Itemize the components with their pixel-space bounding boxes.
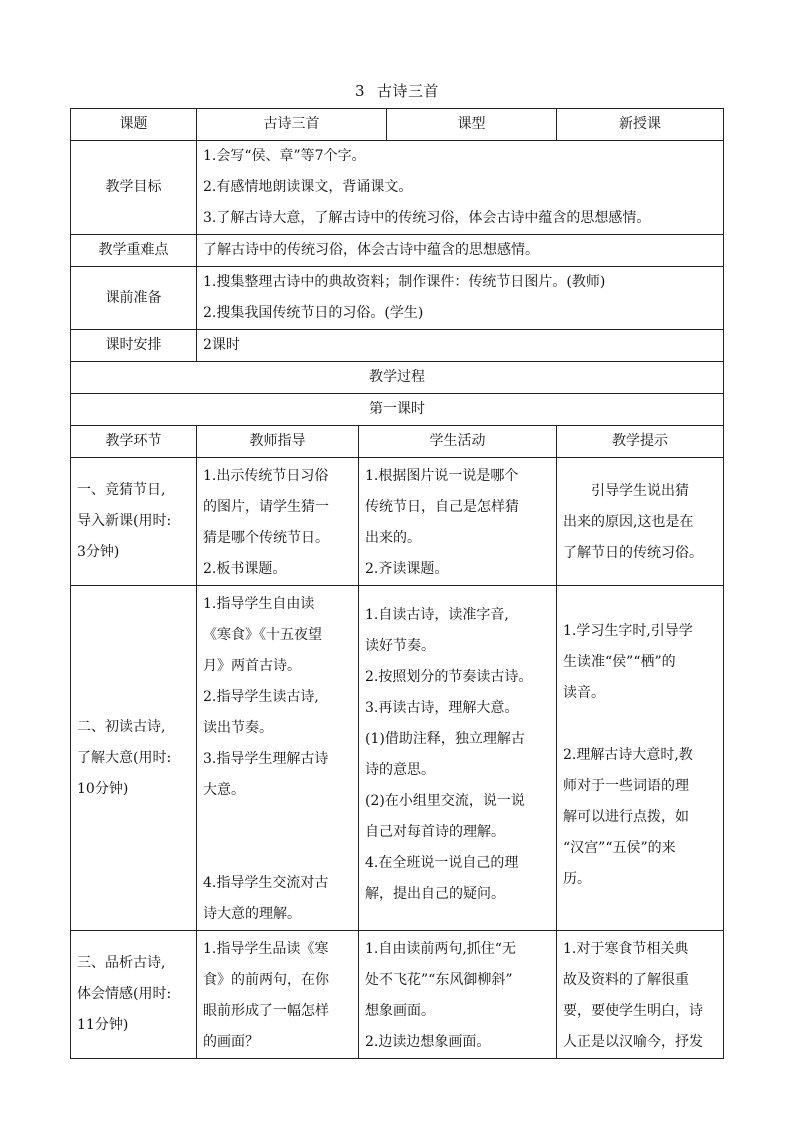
stage-cell: [71, 586, 197, 931]
student-line: 处不飞花”“东风御柳斜”: [365, 972, 513, 988]
student-line: 传统节日，自己是怎样猜: [365, 499, 519, 515]
stage-line: 导入新课(用时:: [77, 513, 172, 529]
stage-cell: [71, 458, 197, 586]
student-line: 4.在全班说一说自己的理: [365, 855, 519, 871]
lesson-name: 古诗三首: [377, 82, 440, 100]
teacher-line: 1.出示传统节日习俗: [203, 468, 329, 484]
student-line: 想象画面。: [365, 1003, 435, 1019]
key-label: 教学重难点: [71, 235, 197, 267]
hint-cell: [557, 458, 724, 586]
hint-line: 师对于一些词语的理: [563, 778, 689, 794]
prep-cell: [197, 267, 724, 330]
student-line: 自己对每首诗的理解。: [365, 824, 505, 840]
teacher-line: 2.指导学生读古诗,: [203, 689, 319, 705]
process-row: [71, 586, 724, 931]
student-line: 2.边读边想象画面。: [365, 1034, 491, 1050]
process-row: [71, 458, 724, 586]
header-stage: 教学环节: [71, 426, 197, 458]
student-line: (1)借助注释，独立理解古: [365, 731, 525, 747]
student-line: 1.自由读前两句,抓住“无: [365, 941, 516, 957]
stage-line: 11分钟): [77, 1017, 129, 1033]
student-line: (2)在小组里交流，说一说: [365, 793, 525, 809]
teacher-line: 诗大意的理解。: [203, 906, 301, 922]
teacher-line: 1.指导学生自由读: [203, 596, 315, 612]
hint-line: “汉宫”“五侯”的来: [563, 840, 676, 856]
lesson-title: 第一课时: [71, 394, 724, 426]
time-label: 课时安排: [71, 330, 197, 362]
process-title: 教学过程: [71, 362, 724, 394]
stage-line: 三、品析古诗,: [77, 955, 166, 971]
teacher-line: 1.指导学生品读《寒: [203, 941, 329, 957]
student-line: 2.按照划分的节奏读古诗。: [365, 669, 533, 685]
spacer: [203, 837, 352, 868]
student-cell: [359, 931, 557, 1059]
process-row: [71, 931, 724, 1059]
teacher-cell: [197, 931, 359, 1059]
time-row: [71, 330, 724, 362]
hint-line: 读音。: [563, 685, 605, 701]
stage-line: 3分钟): [77, 544, 120, 560]
spacer: [563, 709, 717, 740]
stage-line: 二、初读古诗,: [77, 718, 166, 735]
hint-cell: [557, 931, 724, 1059]
goals-label: 教学目标: [71, 141, 197, 235]
goals-cell: [197, 141, 724, 235]
teacher-line: 月》两首古诗。: [203, 658, 301, 674]
lesson-plan-sheet: [70, 108, 723, 1059]
stage-line: 了解大意(用时:: [77, 749, 172, 766]
teacher-cell: [197, 458, 359, 586]
stage-cell: [71, 931, 197, 1059]
hint-line: 引导学生说出猜: [591, 483, 689, 499]
hint-line: 要，要使学生明白，诗: [563, 1003, 703, 1019]
type-label: 课型: [387, 109, 557, 141]
process-header-row: [71, 426, 724, 458]
student-cell: [359, 458, 557, 586]
course-row: [71, 109, 724, 141]
time-value: 2课时: [197, 330, 724, 362]
key-row: [71, 235, 724, 267]
teacher-line: 的图片，请学生猜一: [203, 499, 329, 515]
student-line: 解，提出自己的疑问。: [365, 886, 505, 902]
teacher-cell: [197, 586, 359, 931]
teacher-line: 食》的前两句，在你: [203, 972, 329, 988]
stage-line: 体会情感(用时:: [77, 986, 172, 1002]
key-value: 了解古诗中的传统习俗，体会古诗中蕴含的思想感情。: [197, 235, 724, 267]
student-line: 读好节奏。: [365, 638, 435, 654]
page-title: [0, 80, 794, 101]
student-cell: [359, 586, 557, 931]
teacher-line: 《寒食》《十五夜望: [203, 627, 322, 643]
lesson-plan-table: [70, 108, 724, 1059]
lesson-number: 3: [354, 82, 366, 100]
goal-item: 1.会写“侯、章”等7个字。: [203, 148, 366, 164]
student-line: 1.根据图片说一说是哪个: [365, 468, 519, 484]
student-line: 3.再读古诗，理解大意。: [365, 700, 519, 716]
hint-line: 故及资料的了解很重: [563, 972, 689, 988]
hint-line: 1.对于寒食节相关典: [563, 941, 689, 957]
prep-row: [71, 267, 724, 330]
hint-line: 2.理解古诗大意时,教: [563, 747, 693, 763]
hint-line: 出来的原因,这也是在: [563, 514, 694, 530]
stage-line: 10分钟): [77, 780, 129, 797]
goals-row: [71, 141, 724, 235]
student-line: 诗的意思。: [365, 762, 435, 778]
hint-line: 1.学习生字时,引导学: [563, 623, 693, 639]
teacher-line: 读出节奏。: [203, 720, 273, 736]
process-title-row: [71, 362, 724, 394]
teacher-line: 2.板书课题。: [203, 561, 287, 577]
student-line: 1.自读古诗，读准字音,: [365, 607, 509, 623]
header-teacher: 教师指导: [197, 426, 359, 458]
prep-label: 课前准备: [71, 267, 197, 330]
student-line: 2.齐读课题。: [365, 561, 449, 577]
prep-item: 2.搜集我国传统节日的习俗。(学生): [203, 305, 424, 321]
hint-line: 解可以进行点拨，如: [563, 809, 689, 825]
teacher-line: 3.指导学生理解古诗: [203, 751, 329, 767]
prep-item: 1.搜集整理古诗中的典故资料；制作课件：传统节日图片。(教师): [203, 274, 606, 290]
course-value: 古诗三首: [197, 109, 387, 141]
goal-item: 3.了解古诗大意，了解古诗中的传统习俗，体会古诗中蕴含的思想感情。: [203, 210, 651, 226]
lesson-title-row: [71, 394, 724, 426]
teacher-line: 眼前形成了一幅怎样: [203, 1003, 329, 1019]
teacher-line: 猜是哪个传统节日。: [203, 530, 329, 546]
stage-line: 一、竞猜节日,: [77, 482, 166, 498]
spacer: [203, 806, 352, 837]
student-line: 出来的。: [365, 530, 421, 546]
teacher-line: 4.指导学生交流对古: [203, 875, 329, 891]
course-label: 课题: [71, 109, 197, 141]
type-value: 新授课: [557, 109, 724, 141]
header-student: 学生活动: [359, 426, 557, 458]
hint-line: 人正是以汉喻今，抒发: [563, 1034, 703, 1050]
hint-line: 历。: [563, 871, 591, 887]
goal-item: 2.有感情地朗读课文，背诵课文。: [203, 179, 413, 195]
hint-line: 生读准“侯”“栖”的: [563, 654, 676, 670]
header-hint: 教学提示: [557, 426, 724, 458]
teacher-line: 的画面？: [203, 1034, 259, 1050]
teacher-line: 大意。: [203, 782, 245, 798]
hint-cell: [557, 586, 724, 931]
hint-line: 了解节日的传统习俗。: [563, 545, 703, 561]
